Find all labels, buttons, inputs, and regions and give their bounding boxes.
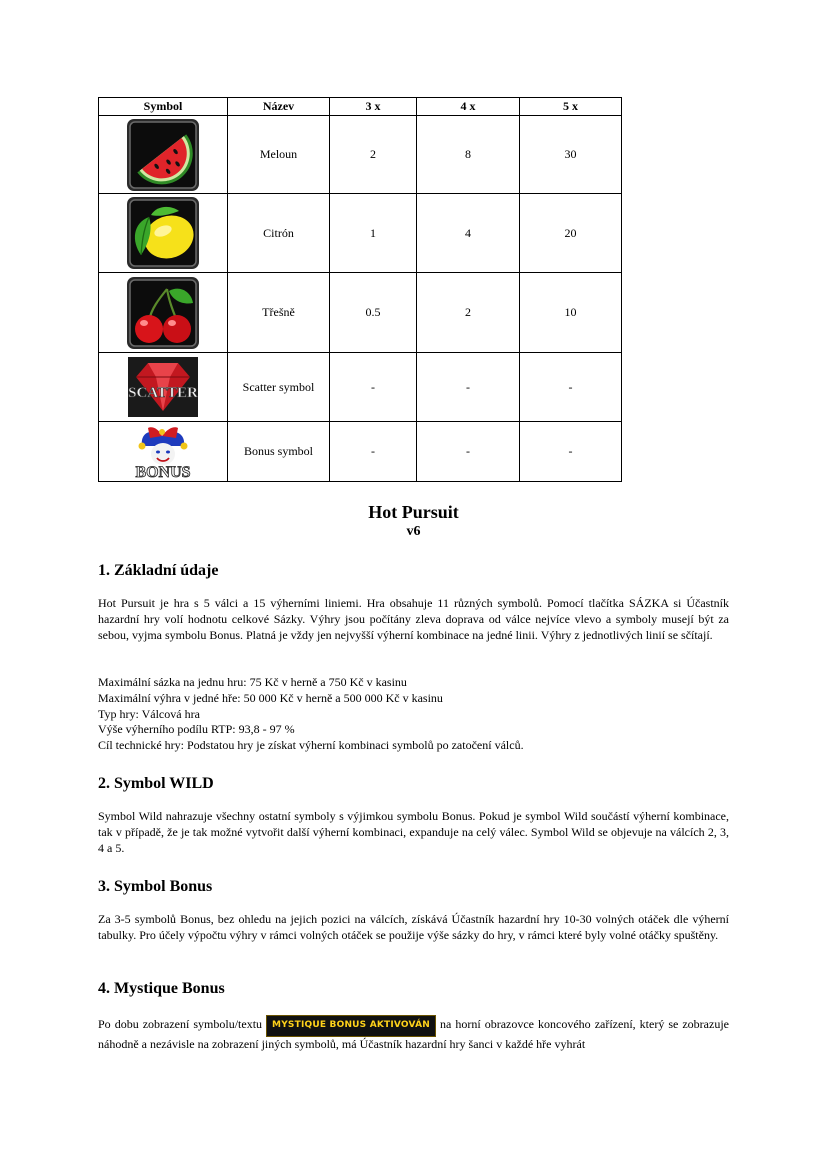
scatter-icon [128, 357, 198, 417]
lemon-icon [127, 197, 199, 269]
payout-4x: 4 [417, 194, 520, 273]
symbol-name: Třešně [228, 273, 330, 353]
payout-4x: 2 [417, 273, 520, 353]
section-paragraph: Za 3-5 symbolů Bonus, bez ohledu na jejich pozici na válcích, získává Účastník hazardní hry 10-30 volných otáček dle výherní tabulky. Pro účely výpočtu výhry v rámci volných otáček se použije výše sázky do hry, v rámci které byly volné otáčky spuštěny. [98, 912, 729, 942]
table-row [99, 353, 622, 422]
table-row [99, 116, 622, 194]
payout-4x: - [417, 353, 520, 422]
table-row [99, 273, 622, 353]
section-heading: 1. Základní údaje [98, 562, 219, 579]
section-heading: 4. Mystique Bonus [98, 980, 225, 997]
section-paragraph: Hot Pursuit je hra s 5 válci a 15 výherními liniemi. Hra obsahuje 11 různých symbolů. Pomocí tlačítka SÁZKA si Účastník hazardní hry volí hodnotu celkové Sázky. Výhry jsou počítány zleva doprava od válce nejvíce vlevo a symboly musejí být za sebou, vyjma symbolu Bonus. Platná je vždy jen nejvyšší výherní kombinace na jedné linii. Výhry z jednotlivých linií se sčítají. [98, 596, 729, 642]
payout-3x: 0.5 [330, 273, 417, 353]
fact-line: Výše výherního podílu RTP: 93,8 - 97 % [98, 722, 295, 737]
symbol-cell [99, 116, 228, 194]
section-paragraph [98, 1015, 729, 1053]
section-heading: 3. Symbol Bonus [98, 878, 213, 895]
symbol-name: Meloun [228, 116, 330, 194]
payout-5x: - [520, 353, 622, 422]
fact-line: Maximální výhra v jedné hře: 50 000 Kč v herně a 500 000 Kč v kasinu [98, 690, 443, 705]
payout-3x: 1 [330, 194, 417, 273]
section-heading: 2. Symbol WILD [98, 775, 214, 792]
header-5x: 5 x [520, 98, 622, 116]
symbol-cell [99, 194, 228, 273]
game-facts-list [98, 675, 729, 754]
symbol-cell [99, 353, 228, 422]
bonus-logo-text: BONUS [135, 463, 191, 480]
table-row [99, 422, 622, 482]
fact-line: Maximální sázka na jednu hru: 75 Kč v herně a 750 Kč v kasinu [98, 675, 407, 689]
watermelon-icon [127, 119, 199, 191]
bonus-joker-icon [128, 424, 198, 480]
header-4x: 4 x [417, 98, 520, 116]
payout-4x: - [417, 422, 520, 482]
payout-3x: 2 [330, 116, 417, 194]
payout-3x: - [330, 422, 417, 482]
fact-line: Cíl technické hry: Podstatou hry je získat výherní kombinaci symbolů po zatočení válců. [98, 738, 524, 753]
mystique-bonus-badge: MYSTIQUE BONUS AKTIVOVÁN [266, 1015, 436, 1037]
document-version: v6 [406, 524, 421, 539]
symbol-name: Citrón [228, 194, 330, 273]
fact-line: Typ hry: Válcová hra [98, 706, 200, 721]
paragraph-text: Po dobu zobrazení symbolu/textu [98, 1017, 267, 1031]
header-symbol: Symbol [99, 98, 228, 116]
payout-5x: 30 [520, 116, 622, 194]
paytable [98, 97, 622, 482]
paytable-header-row [99, 98, 622, 116]
header-3x: 3 x [330, 98, 417, 116]
symbol-name: Scatter symbol [228, 353, 330, 422]
cherries-icon [127, 277, 199, 349]
payout-4x: 8 [417, 116, 520, 194]
symbol-cell [99, 422, 228, 482]
payout-5x: 10 [520, 273, 622, 353]
table-row [99, 194, 622, 273]
section-paragraph: Symbol Wild nahrazuje všechny ostatní symboly s výjimkou symbolu Bonus. Pokud je symbol Wild součástí výherní kombinace, tak v případě, že je tak možné vytvořit další výherní kombinaci, expanduje na celý válec. Symbol Wild se objevuje na válcích 2, 3, 4 a 5. [98, 809, 729, 855]
scatter-logo-text: SCATTER [128, 385, 198, 401]
symbol-name: Bonus symbol [228, 422, 330, 482]
symbol-cell [99, 273, 228, 353]
document-title: Hot Pursuit [368, 502, 459, 522]
payout-5x: - [520, 422, 622, 482]
payout-3x: - [330, 353, 417, 422]
paragraph-text: na horní obrazovce koncového zařízení, který se zobrazuje náhodně a nezávisle na zobrazení jiných symbolů, má Účastník hazardní hry šanci v každé hře vyhrát [98, 1017, 729, 1051]
payout-5x: 20 [520, 194, 622, 273]
header-name: Název [228, 98, 330, 116]
